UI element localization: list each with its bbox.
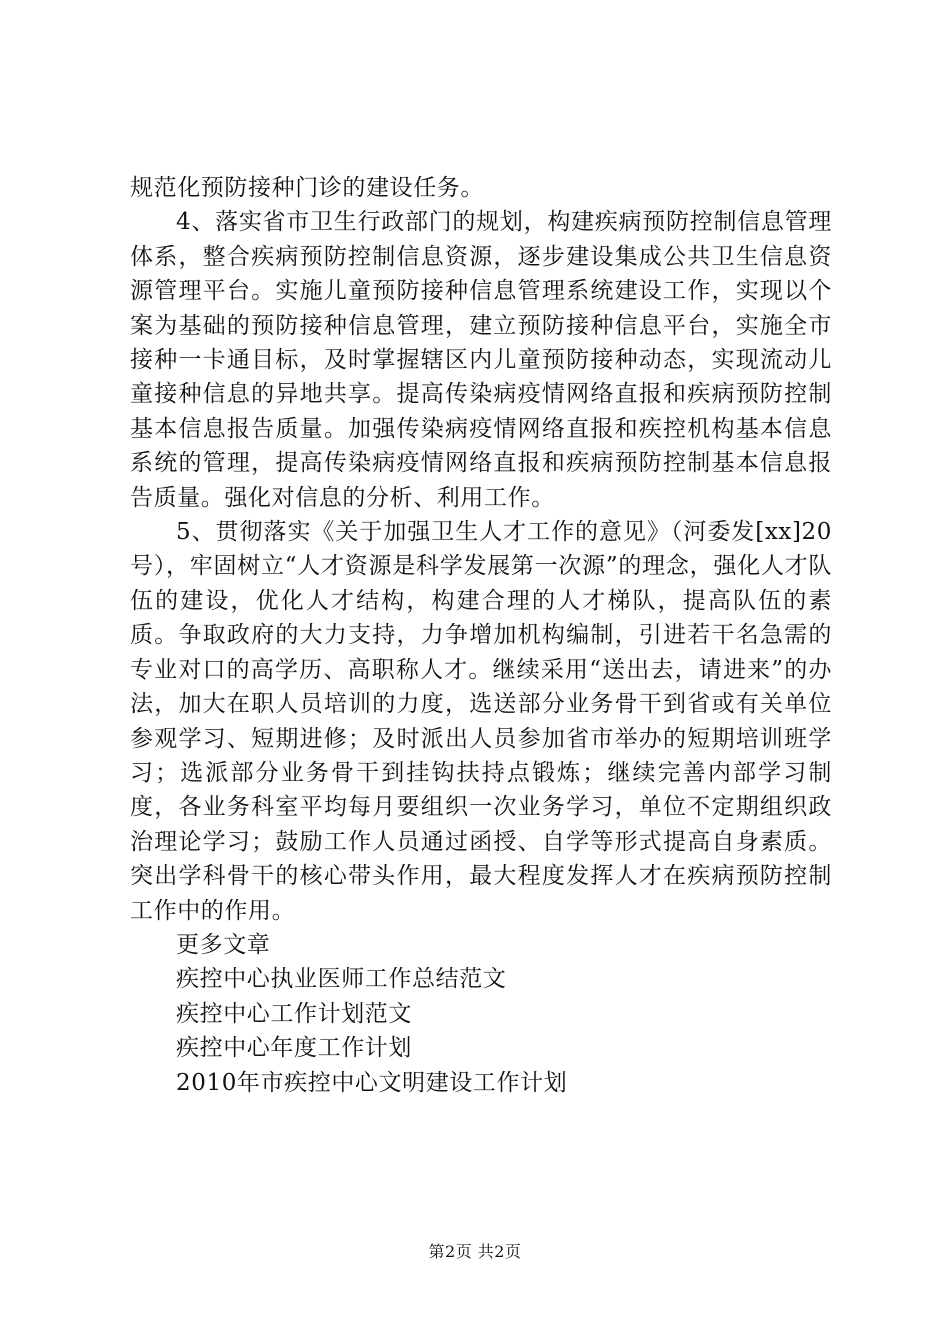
more-articles-heading: 更多文章 [176, 931, 271, 958]
article-link-civilization-plan[interactable]: 2010年市疾控中心文明建设工作计划 [176, 1069, 568, 1096]
document-body [130, 171, 832, 1100]
paragraph-item-5: 5、贯彻落实《关于加强卫生人才工作的意见》（河委发[xx]20号），牢固树立“人才资源是科学发展第一次源”的理念，强化人才队伍的建设，优化人才结构，构建合理的人才梯队，提高队伍的素质。争取政府的大力支持，力争增加机构编制，引进若干名急需的专业对口的高学历、高职称人才。继续采用“送出去，请进来”的办法，加大在职人员培训的力度，选送部分业务骨干到省或有关单位参观学习、短期进修；及时派出人员参加省市举办的短期培训班学习；选派部分业务骨干到挂钩扶持点锻炼；继续完善内部学习制度，各业务科室平均每月要组织一次业务学习，单位不定期组织政治理论学习；鼓励工作人员通过函授、自学等形式提高自身素质。突出学科骨干的核心带头作用，最大程度发挥人才在疾病预防控制工作中的作用。 [130, 519, 832, 924]
article-link-annual-plan[interactable]: 疾控中心年度工作计划 [176, 1035, 412, 1062]
more-article-item [130, 997, 832, 1031]
article-link-practitioner-summary[interactable]: 疾控中心执业医师工作总结范文 [176, 966, 507, 993]
more-articles-list [130, 962, 832, 1100]
continuation-paragraph: 规范化预防接种门诊的建设任务。 [130, 175, 484, 201]
more-article-item [130, 962, 832, 996]
paragraph-item-4: 4、落实省市卫生行政部门的规划，构建疾病预防控制信息管理体系，整合疾病预防控制信息资源，逐步建设集成公共卫生信息资源管理平台。实施儿童预防接种信息管理系统建设工作，实现以个案为基础的预防接种信息管理，建立预防接种信息平台，实施全市接种一卡通目标，及时掌握辖区内儿童预防接种动态，实现流动儿童接种信息的异地共享。提高传染病疫情网络直报和疾病预防控制基本信息报告质量。加强传染病疫情网络直报和疾控机构基本信息系统的管理，提高传染病疫情网络直报和疾病预防控制基本信息报告质量。强化对信息的分析、利用工作。 [130, 209, 832, 511]
more-articles-section [130, 928, 832, 1100]
article-link-work-plan[interactable]: 疾控中心工作计划范文 [176, 1000, 412, 1027]
more-article-item [130, 1031, 832, 1065]
page-number-footer: 第2页 共2页 [428, 1242, 522, 1261]
more-article-item [130, 1066, 832, 1100]
